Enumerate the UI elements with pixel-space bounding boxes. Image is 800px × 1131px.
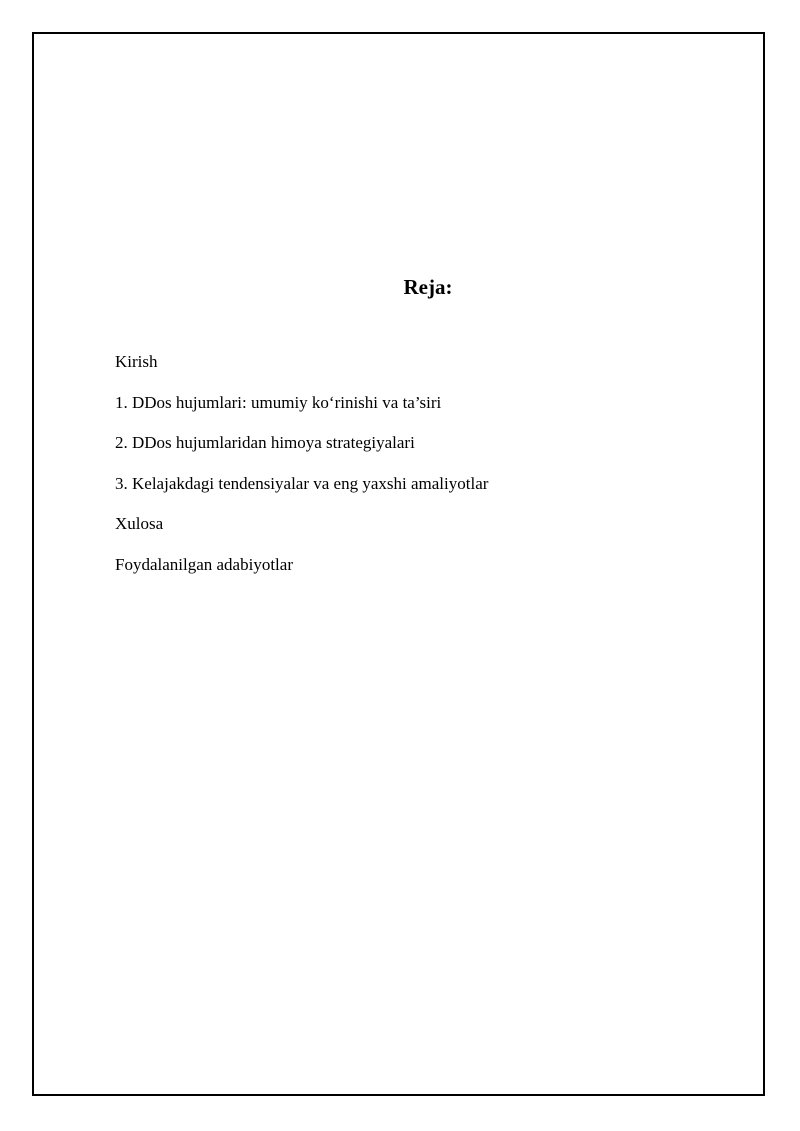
table-of-contents	[115, 351, 488, 595]
toc-item-introduction: Kirish	[115, 352, 158, 371]
toc-item-chapter-2: 2. DDos hujumlaridan himoya strategiyalari	[115, 433, 415, 453]
page-title: Reja:	[403, 275, 453, 299]
toc-item-chapter-1: 1. DDos hujumlari: umumiy ko‘rinishi va ta’siri	[115, 392, 442, 412]
toc-item-chapter-3: 3. Kelajakdagi tendensiyalar va eng yaxshi amaliyotlar	[115, 473, 489, 493]
toc-item-conclusion: Xulosa	[115, 514, 164, 534]
toc-item-references: Foydalanilgan adabiyotlar	[115, 554, 293, 574]
